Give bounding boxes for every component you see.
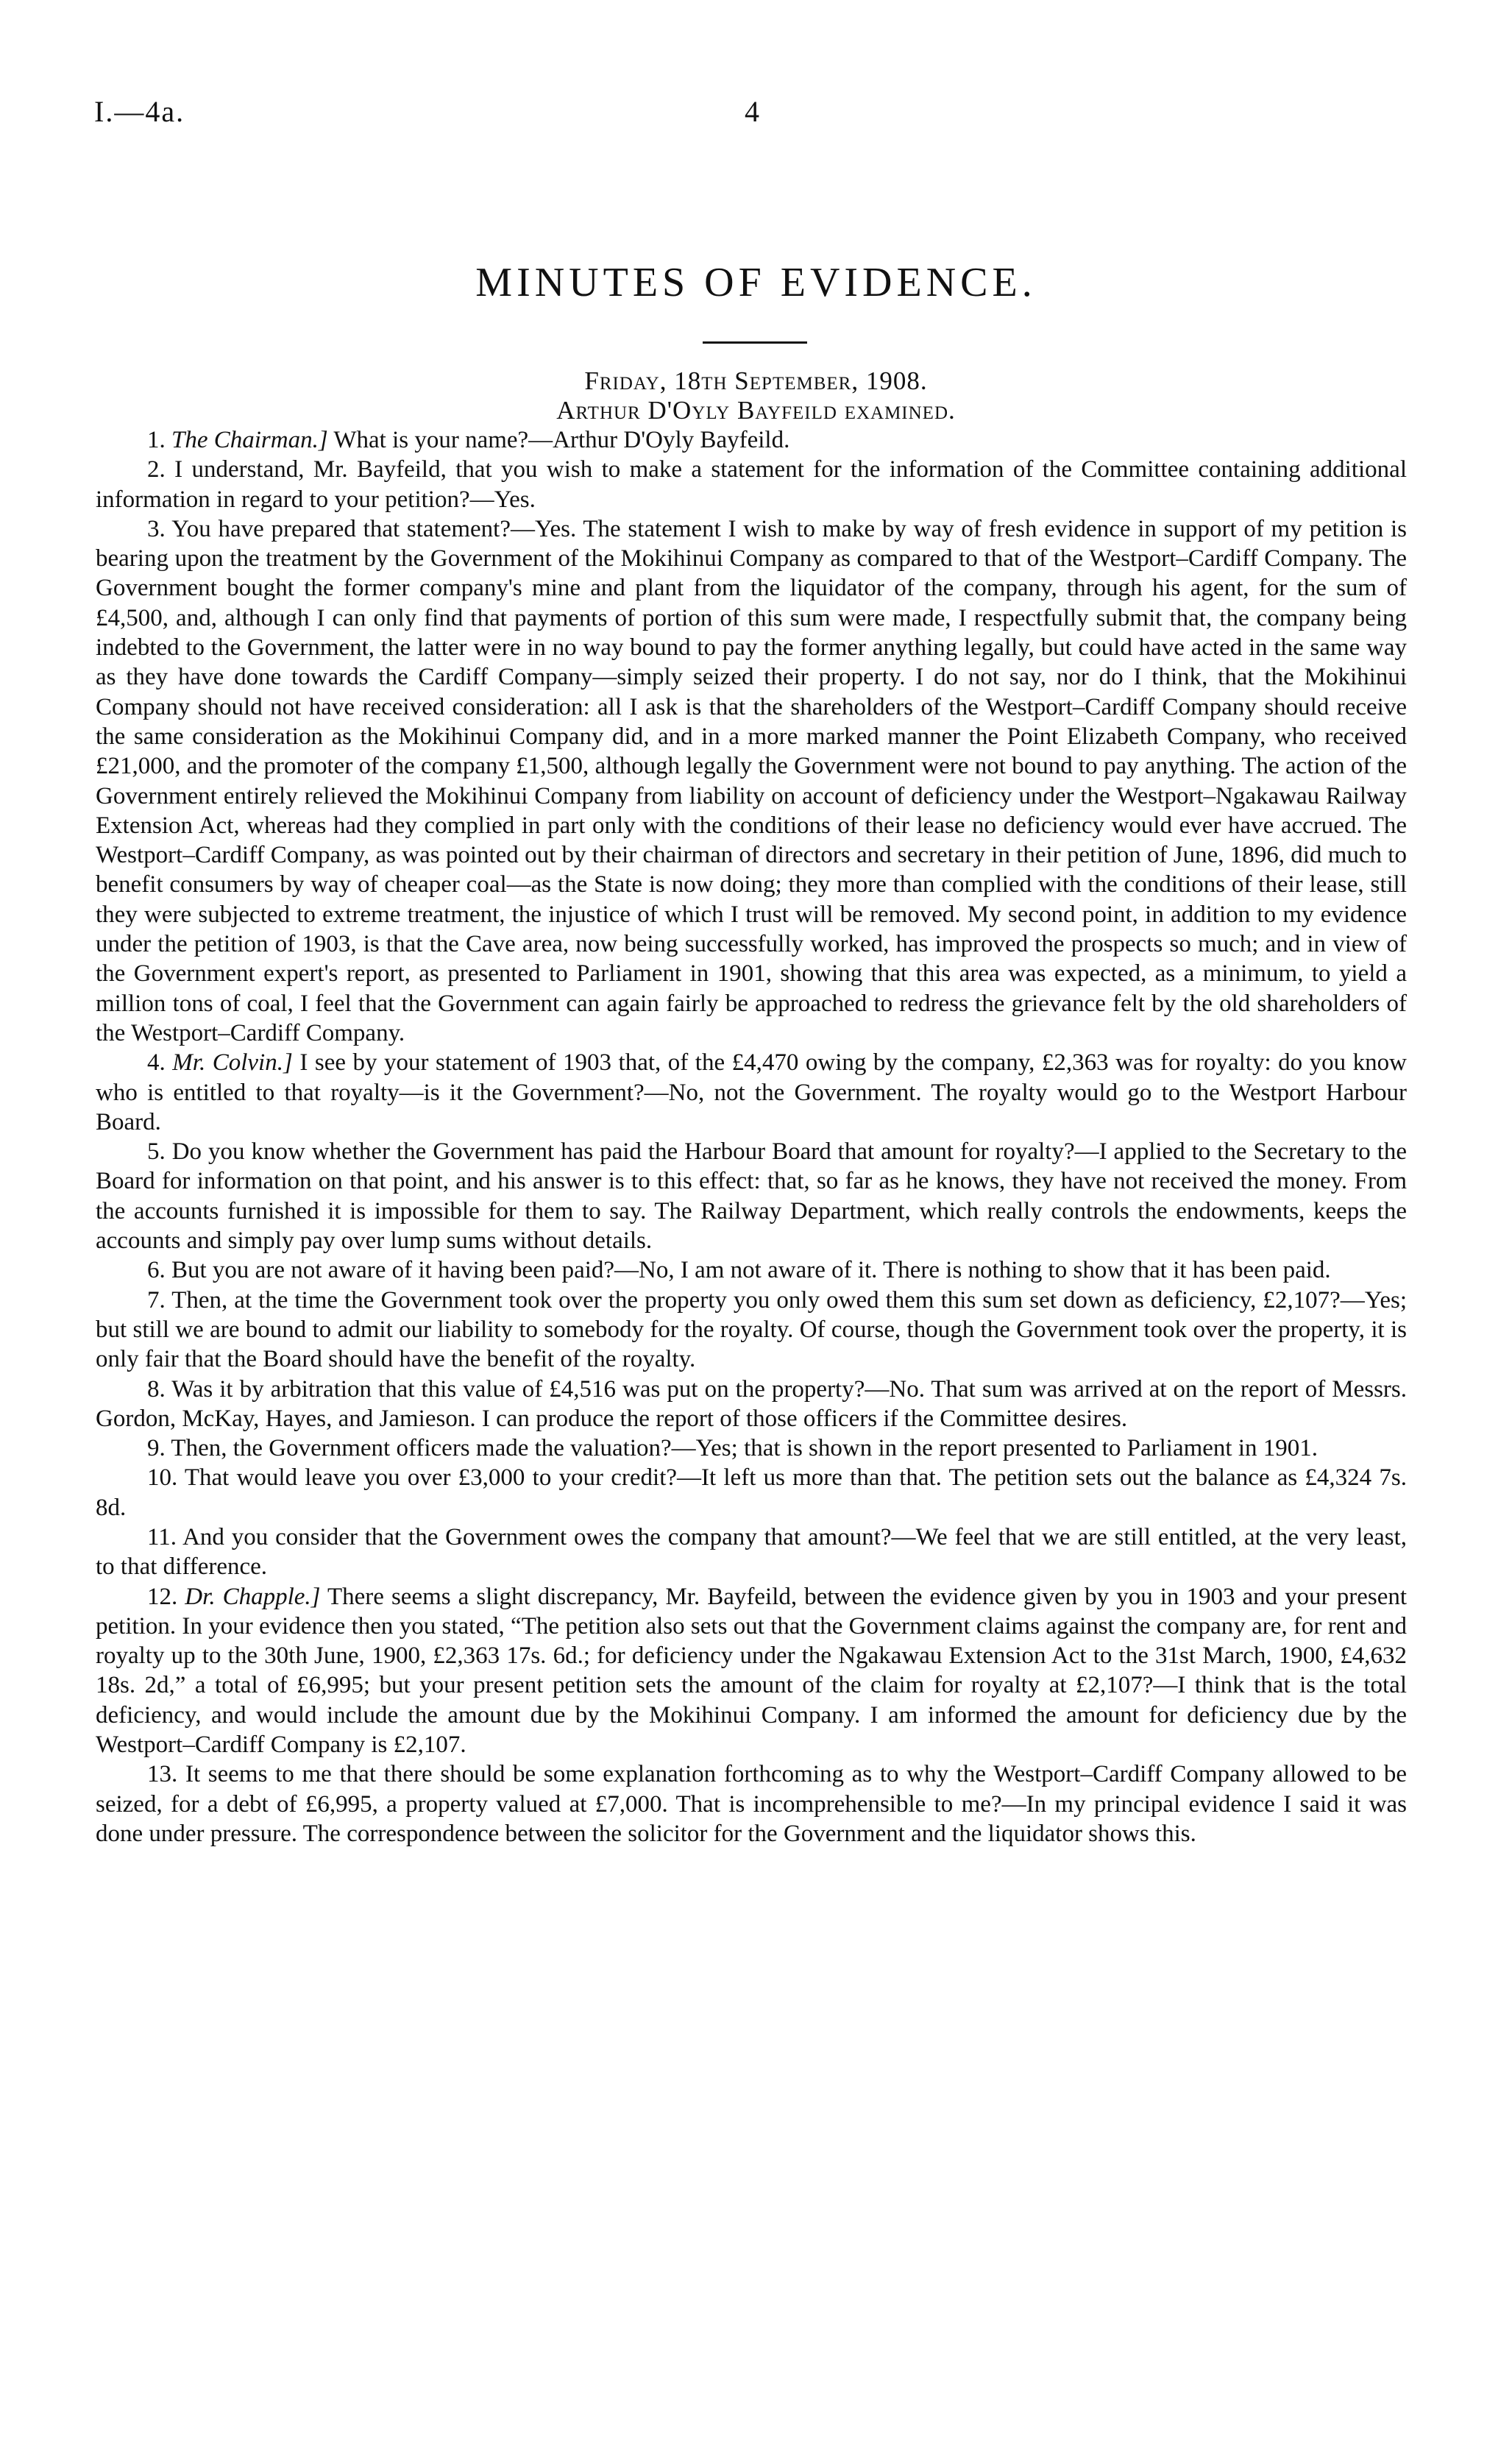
paragraph-text: What is your name?—Arthur D'Oyly Bayfeild. xyxy=(333,427,790,453)
title-divider xyxy=(703,341,807,344)
question-number: 2. xyxy=(147,456,166,483)
evidence-paragraph xyxy=(96,1375,1407,1434)
parliamentary-paper-reference: I.—4a. xyxy=(94,95,185,128)
evidence-paragraph xyxy=(96,1433,1407,1463)
question-number: 3. xyxy=(147,515,166,542)
paragraph-text: I see by your statement of 1903 that, of the £4,470 owing by the company, £2,363 was for royalty: do you know who is entitled to that royalty—is it the Government?—No, not the Government. The royalty would go to the Westport Harbour Board. xyxy=(96,1049,1408,1135)
evidence-paragraph xyxy=(96,1759,1407,1848)
evidence-paragraph xyxy=(96,1582,1407,1760)
question-number: 12. xyxy=(147,1583,178,1610)
evidence-paragraph xyxy=(96,425,1407,455)
paragraph-text: Was it by arbitration that this value of £4,516 was put on the property?—No. That sum was arrived at on the report of Messrs. Gordon, McKay, Hayes, and Jamieson. I can produce the report of those officers if the Committee desires. xyxy=(96,1375,1407,1432)
paragraph-text: But you are not aware of it having been paid?—No, I am not aware of it. There is nothing to show that it has been paid. xyxy=(171,1257,1331,1284)
evidence-paragraph xyxy=(96,1523,1407,1582)
question-number: 10. xyxy=(147,1464,178,1492)
question-number: 7. xyxy=(147,1286,166,1314)
evidence-paragraph xyxy=(96,1137,1407,1255)
witness-heading: Arthur D'Oyly Bayfeild examined. xyxy=(556,396,956,425)
paragraph-text: I understand, Mr. Bayfeild, that you wish to make a statement for the information of the Committee containing additional information in regard to your petition?—Yes. xyxy=(96,456,1407,513)
evidence-paragraph xyxy=(96,1286,1407,1375)
evidence-paragraph xyxy=(96,455,1407,514)
question-number: 13. xyxy=(147,1761,178,1788)
paragraph-text: That would leave you over £3,000 to your credit?—It left us more than that. The petition sets out the balance as £4,324 7s. 8d. xyxy=(96,1464,1407,1521)
paragraph-text: There seems a slight discrepancy, Mr. Bayfeild, between the evidence given by you in 1903 and your present petition. In your evidence then you stated, “The petition also sets out that the Government claims against the company are, for rent and royalty up to the 30th June, 1900, £2,363 17s. 6d.; for deficiency under the Ngakawau Extension Act to the 31st March, 1900, £4,632 18s. 2d,” a total of £6,995; but your present petition sets the amount of the claim for royalty at £2,107?—I think that is the total deficiency, and would include the amount due by the Mokihinui Company. I am informed the amount for deficiency due by the Westport–Cardiff Company is £2,107. xyxy=(96,1583,1408,1759)
speaker-label: Mr. Colvin.] xyxy=(172,1049,293,1077)
question-number: 8. xyxy=(147,1375,166,1403)
evidence-paragraph xyxy=(96,1255,1407,1285)
evidence-paragraph xyxy=(96,1048,1407,1137)
question-number: 11. xyxy=(147,1523,177,1550)
speaker-label: Dr. Chapple.] xyxy=(185,1583,321,1610)
question-number: 1. xyxy=(147,427,166,453)
question-number: 5. xyxy=(147,1138,166,1166)
paragraph-text: Do you know whether the Government has paid the Harbour Board that amount for royalty?—I applied to the Secretary to the Board for information on that point, and his answer is to this effect: that, so far as he knows, they have not received the money. From the accounts furnished it is impossible for them to say. The Railway Department, which really controls the endowments, keeps the accounts and simply pay over lump sums without details. xyxy=(96,1138,1408,1255)
paragraph-text: You have prepared that statement?—Yes. The statement I wish to make by way of fresh evidence in support of my petition is bearing upon the treatment by the Government of the Mokihinui Company as compared to that of the Westport–Cardiff Company. The Government bought the former company's mine and plant from the liquidator of the company, through his agent, for the sum of £4,500, and, although I can only find that payments of portion of this sum were made, I respectfully submit that, the company being indebted to the Government, the latter were in no way bound to pay the former anything legally, but could have acted in the same way as they have done towards the Cardiff Company—simply seized their property. I do not say, nor do I think, that the Mokihinui Company should not have received consideration: all I ask is that the shareholders of the Westport–Cardiff Company should receive the same consideration as the Mokihinui Company did, and in a more marked manner the Point Elizabeth Company, who received £21,000, and the promoter of the company £1,500, although legally the Government were not bound to pay anything. The action of the Government entirely relieved the Mokihinui Company from liability on account of deficiency under the Westport–Ngakawau Railway Extension Act, whereas had they complied in part only with the conditions of their lease no deficiency would ever have accrued. The Westport–Cardiff Company, as was pointed out by their chairman of directors and secretary in their petition of June, 1896, did much to benefit consumers by way of cheaper coal—as the State is now doing; they more than complied with the conditions of their lease, still they were subjected to extreme treatment, the injustice of which I trust will be removed. My second point, in addition to my evidence under the petition of 1903, is that the Cave area, now being successfully worked, has improved the prospects so much; and in view of the Government expert's report, as presented to Parliament in 1901, showing that this area was expected, as a minimum, to yield a million tons of coal, I feel that the Government can again fairly be approached to redress the grievance felt by the old shareholders of the Westport–Cardiff Company. xyxy=(96,515,1407,1046)
paragraph-text: Then, the Government officers made the valuation?—Yes; that is shown in the report presented to Parliament in 1901. xyxy=(171,1435,1318,1462)
question-number: 4. xyxy=(147,1049,166,1077)
paragraph-text: Then, at the time the Government took over the property you only owed them this sum set down as deficiency, £2,107?—Yes; but still we are bound to admit our liability to somebody for the royalty. Of course, though the Government took over the property, it is only fair that the Board should have the benefit of the royalty. xyxy=(96,1286,1407,1373)
evidence-body xyxy=(96,425,1407,1848)
evidence-paragraph xyxy=(96,1463,1407,1523)
question-number: 6. xyxy=(147,1257,166,1284)
page-title: MINUTES OF EVIDENCE. xyxy=(475,260,1037,305)
paragraph-text: It seems to me that there should be some explanation forthcoming as to why the Westport–Cardiff Company allowed to be seized, for a debt of £6,995, a property valued at £7,000. That is incomprehensible to me?—In my principal evidence I said it was done under pressure. The correspondence between the solicitor for the Government and the liquidator shows this. xyxy=(96,1761,1408,1847)
page-number: 4 xyxy=(745,95,759,128)
evidence-paragraph xyxy=(96,514,1407,1048)
paragraph-text: And you consider that the Government owes the company that amount?—We feel that we are still entitled, at the very least, to that difference. xyxy=(96,1523,1407,1581)
speaker-label: The Chairman.] xyxy=(171,427,328,453)
question-number: 9. xyxy=(147,1435,166,1462)
session-date: Friday, 18th September, 1908. xyxy=(584,366,928,395)
